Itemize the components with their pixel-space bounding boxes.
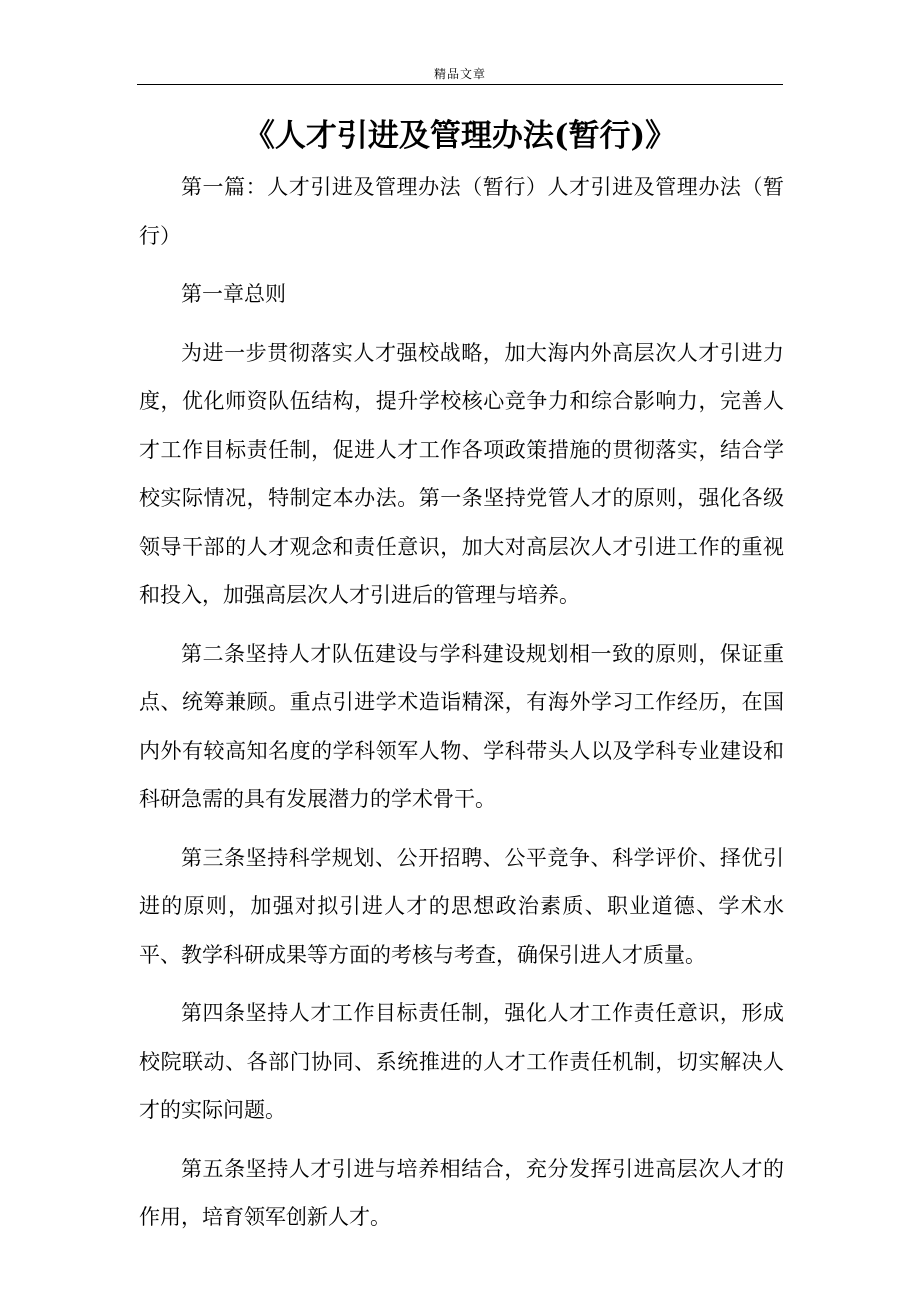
paragraph-article-4: 第四条坚持人才工作目标责任制，强化人才工作责任意识，形成校院联动、各部门协同、系统推进的人才工作责任机制，切实解决人才的实际问题。	[139, 1001, 784, 1122]
document-title: 《人才引进及管理办法(暂行)》	[243, 118, 677, 154]
paragraph-article-5: 第五条坚持人才引进与培养相结合，充分发挥引进高层次人才的作用，培育领军创新人才。	[139, 1156, 784, 1229]
paragraph-intro-article-1: 为进一步贯彻落实人才强校战略，加大海内外高层次人才引进力度，优化师资队伍结构，提升学校核心竞争力和综合影响力，完善人才工作目标责任制，促进人才工作各项政策措施的贯彻落实，结合学校实际情况，特制定本办法。第一条坚持党管人才的原则，强化各级领导干部的人才观念和责任意识，加大对高层次人才引进工作的重视和投入，加强高层次人才引进后的管理与培养。	[139, 340, 784, 607]
paragraph-article-3: 第三条坚持科学规划、公开招聘、公平竞争、科学评价、择优引进的原则，加强对拟引进人才的思想政治素质、职业道德、学术水平、教学科研成果等方面的考核与考查，确保引进人才质量。	[139, 845, 784, 967]
page-header-text: 精品文章	[433, 67, 486, 81]
paragraph-chapter-heading: 第一章总则	[181, 282, 286, 306]
header-divider	[137, 84, 783, 85]
paragraph-article-2: 第二条坚持人才队伍建设与学科建设规划相一致的原则，保证重点、统筹兼顾。重点引进学术造诣精深，有海外学习工作经历，在国内外有较高知名度的学科领军人物、学科带头人以及学科专业建设和科研急需的具有发展潜力的学术骨干。	[139, 641, 784, 811]
document-body	[139, 163, 784, 1252]
paragraph-part-heading: 第一篇：人才引进及管理办法（暂行）人才引进及管理办法（暂行）	[139, 175, 784, 248]
